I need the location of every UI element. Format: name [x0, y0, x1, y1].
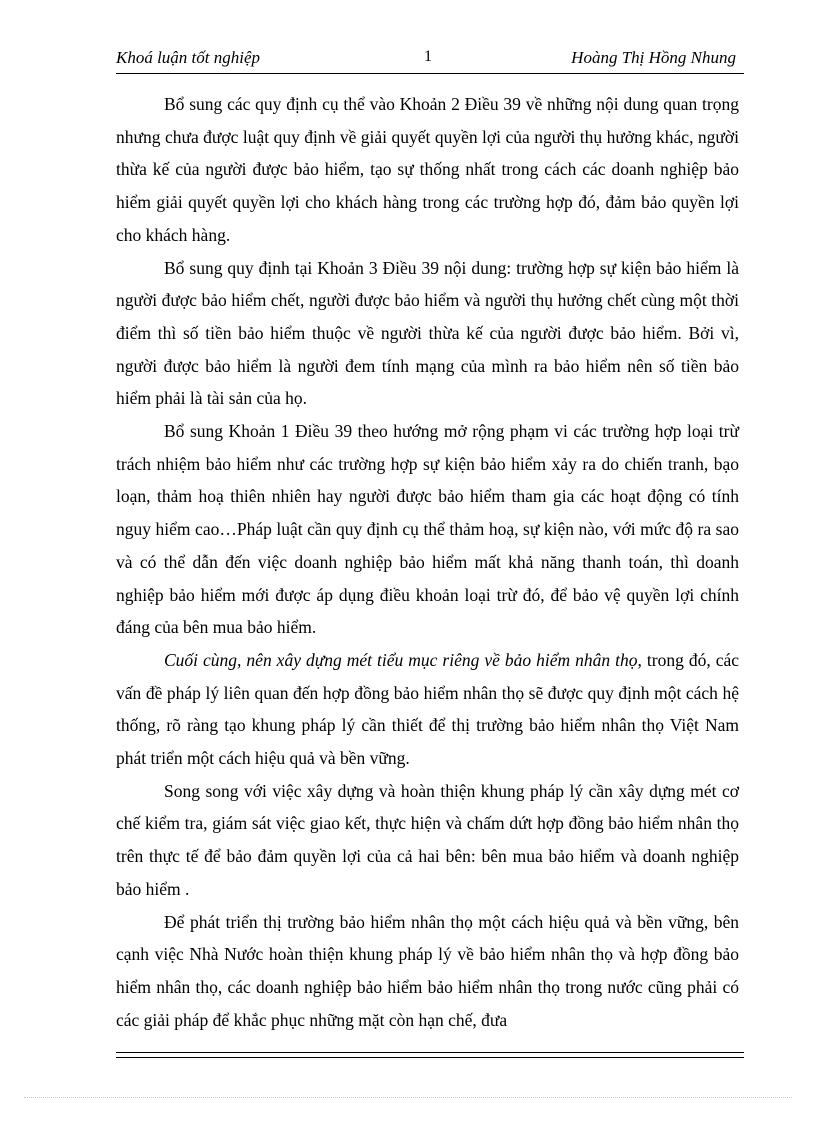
paragraph-2: Bổ sung quy định tại Khoản 3 Điều 39 nội dung: trường hợp sự kiện bảo hiểm là người được bảo hiểm chết, người được bảo hiểm và người thụ hưởng chết cùng một thời điểm thì số tiền bảo hiểm thuộc về người thừa kế của người được bảo hiểm. Bởi vì, người được bảo hiểm là người đem tính mạng của mình ra bảo hiểm nên số tiền bảo hiểm phải là tài sản của họ. — [116, 257, 739, 409]
page-header — [116, 48, 744, 74]
footer-double-rule — [116, 1052, 744, 1058]
paragraph-5: Song song với việc xây dựng và hoàn thiện khung pháp lý cần xây dựng mét cơ chế kiểm tra, giám sát việc giao kết, thực hiện và chấm dứt hợp đồng bảo hiểm nhân thọ trên thực tế để bảo đảm quyền lợi của cả hai bên: bên mua bảo hiểm và doanh nghiệp bảo hiểm . — [116, 780, 739, 899]
paragraph-6: Để phát triển thị trường bảo hiểm nhân thọ một cách hiệu quả và bền vững, bên cạnh việc Nhà Nước hoàn thiện khung pháp lý về bảo hiểm nhân thọ và hợp đồng bảo hiểm nhân thọ, các doanh nghiệp bảo hiểm bảo hiểm nhân thọ trong nước cũng phải có các giải pháp để khắc phục những mặt còn hạn chế, đưa — [116, 911, 739, 1030]
page-edge — [24, 1097, 792, 1098]
paragraph-4-italic-lead: Cuối cùng, nên xây dựng mét tiểu mục riêng về bảo hiểm nhân thọ — [164, 649, 638, 670]
header-rule — [116, 73, 744, 74]
paragraph-4 — [116, 644, 739, 775]
page-number: 1 — [424, 48, 432, 65]
body-text — [116, 88, 739, 1036]
header-document-type: Khoá luận tốt nghiệp — [116, 48, 261, 67]
paragraph-1: Bổ sung các quy định cụ thể vào Khoản 2 Điều 39 về những nội dung quan trọng nhưng chưa được luật quy định về giải quyết quyền lợi của người thụ hưởng khác, người thừa kế của người được bảo hiểm, tạo sự thống nhất trong cách các doanh nghiệp bảo hiểm giải quyết quyền lợi cho khách hàng trong các trường hợp đó, đảm bảo quyền lợi cho khách hàng. — [116, 94, 739, 245]
paragraph-4-text: , trong đó, các vấn đề pháp lý liên quan đến hợp đồng bảo hiểm nhân thọ sẽ được quy định một cách hệ thống, rõ ràng tạo khung pháp lý cần thiết để thị trường bảo hiểm nhân thọ Việt Nam phát triển một cách hiệu quả và bền vững. — [116, 649, 739, 769]
header-author: Hoàng Thị Hồng Nhung — [571, 48, 736, 67]
paragraph-3: Bổ sung Khoản 1 Điều 39 theo hướng mở rộng phạm vi các trường hợp loại trừ trách nhiệm bảo hiểm như các trường hợp sự kiện bảo hiểm xảy ra do chiến tranh, bạo loạn, thảm hoạ thiên nhiên hay người được bảo hiểm tham gia các hoạt động có tính nguy hiểm cao…Pháp luật cần quy định cụ thể thảm hoạ, sự kiện nào, với mức độ ra sao và có thể dẫn đến việc doanh nghiệp bảo hiểm mất khả năng thanh toán, thì doanh nghiệp bảo hiểm mới được áp dụng điều khoản loại trừ đó, để bảo vệ quyền lợi chính đáng của bên mua bảo hiểm. — [116, 421, 739, 638]
